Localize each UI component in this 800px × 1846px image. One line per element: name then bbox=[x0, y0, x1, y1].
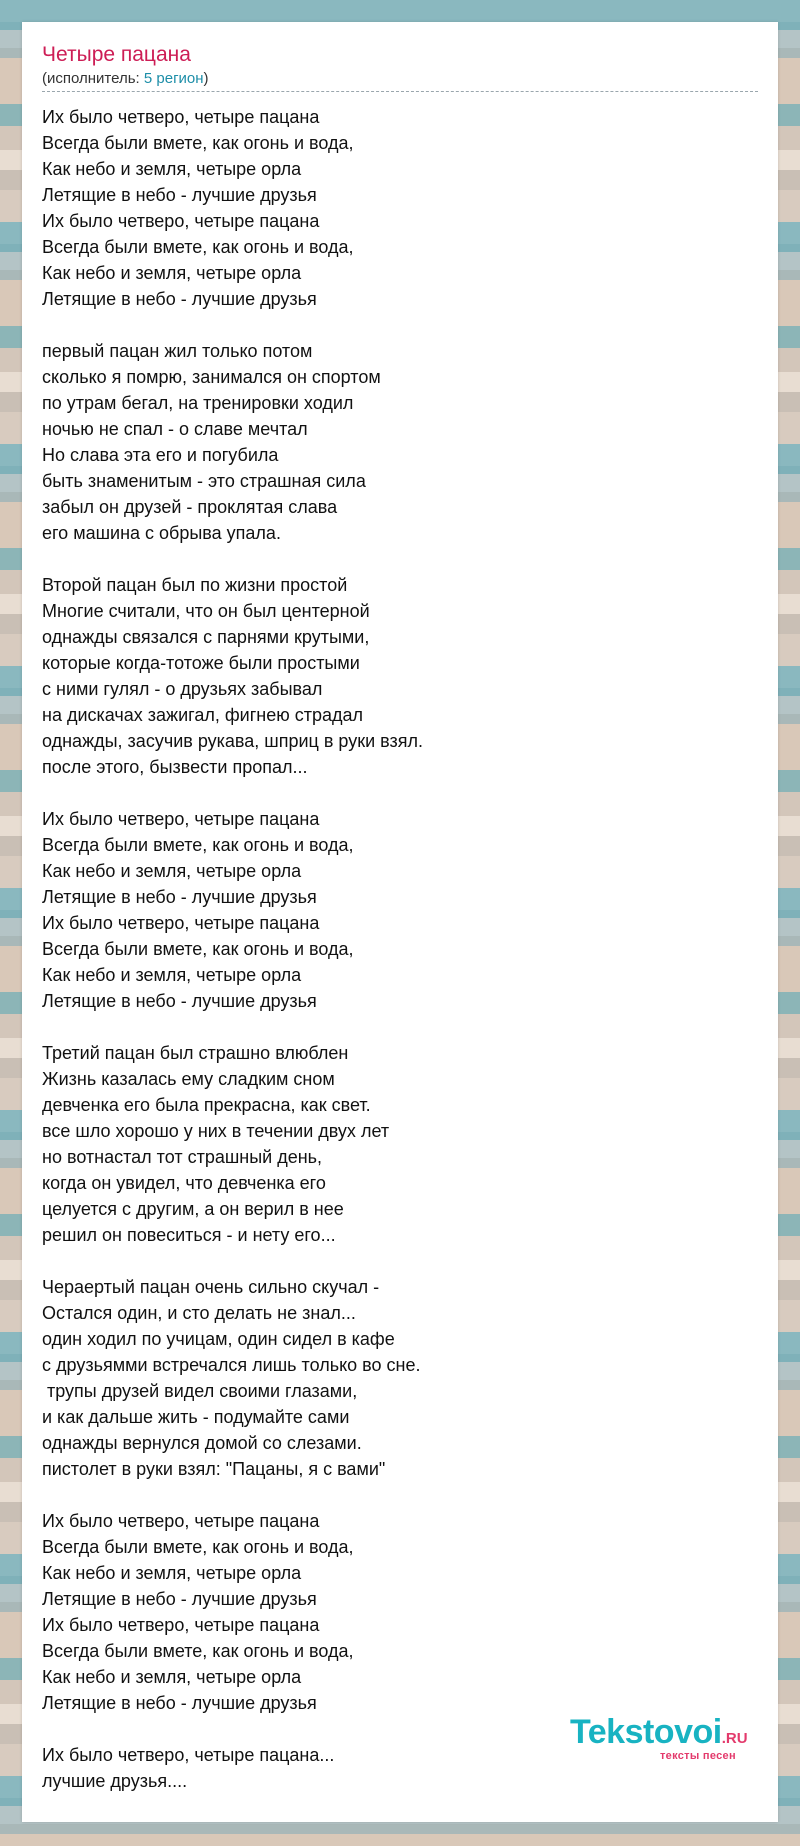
header-divider bbox=[42, 91, 758, 92]
artist-suffix: ) bbox=[203, 70, 209, 87]
site-logo[interactable] bbox=[570, 1714, 770, 1774]
lyrics-card bbox=[22, 22, 778, 1822]
artist-line bbox=[42, 70, 758, 88]
artist-prefix: (исполнитель: bbox=[42, 70, 144, 87]
logo-domain: .RU bbox=[721, 1730, 748, 1747]
logo-tagline: тексты песен bbox=[660, 1750, 736, 1762]
song-title: Четыре пацана bbox=[42, 43, 191, 66]
lyrics-text: Их было четверо, четыре пацана Всегда были вмете, как огонь и вода, Как небо и земля, четыре орла Летящие в небо - лучшие друзья Их было четверо, четыре пацана Всегда были вмете, как огонь и вода, Как небо и земля, четыре орла Летящие в небо - лучшие друзья первый пацан жил только потом сколько я помрю, занимался он спортом по утрам бегал, на тренировки ходил ночью не спал - о славе мечтал Но слава эта его и погубила быть знаменитым - это страшная сила забыл он друзей - проклятая слава его машина с обрыва упала. Второй пацан был по жизни простой Многие считали, что он был центерной однажды связался с парнями крутыми, которые когда-тотоже были простыми с ними гулял - о друзьях забывал на дискачах зажигал, фигнею страдал однажды, засучив рукава, шприц в руки взял. после этого, бызвести пропал... Их было четверо, четыре пацана Всегда были вмете, как огонь и вода, Как небо и земля, четыре орла Летящие в небо - лучшие друзья Их было четверо, четыре пацана Всегда были вмете, как огонь и вода, Как небо и земля, четыре орла Летящие в небо - лучшие друзья Третий пацан был страшно влюблен Жизнь казалась ему сладким сном девченка его была прекрасна, как свет. все шло хорошо у них в течении двух лет но вотнастал тот страшный день, когда он увидел, что девченка его целуется с другим, а он верил в нее решил он повеситься - и нету его... Чераертый пацан очень сильно скучал - Остался один, и сто делать не знал... один ходил по учицам, один сидел в кафе с друзьямми встречался лишь только во сне. трупы друзей видел своими глазами, и как дальше жить - подумайте сами однажды вернулся домой со слезами. пистолет в руки взял: "Пацаны, я с вами" Их было четверо, четыре пацана Всегда были вмете, как огонь и вода, Как небо и земля, четыре орла Летящие в небо - лучшие друзья Их было четверо, четыре пацана Всегда были вмете, как огонь и вода, Как небо и земля, четыре орла Летящие в небо - лучшие друзья Их было четверо, четыре пацана... лучшие друзья.... bbox=[42, 107, 424, 1791]
logo-name: Tekstovoi bbox=[570, 1713, 722, 1751]
song-header bbox=[42, 42, 758, 88]
artist-link[interactable]: 5 регион bbox=[143, 70, 204, 87]
